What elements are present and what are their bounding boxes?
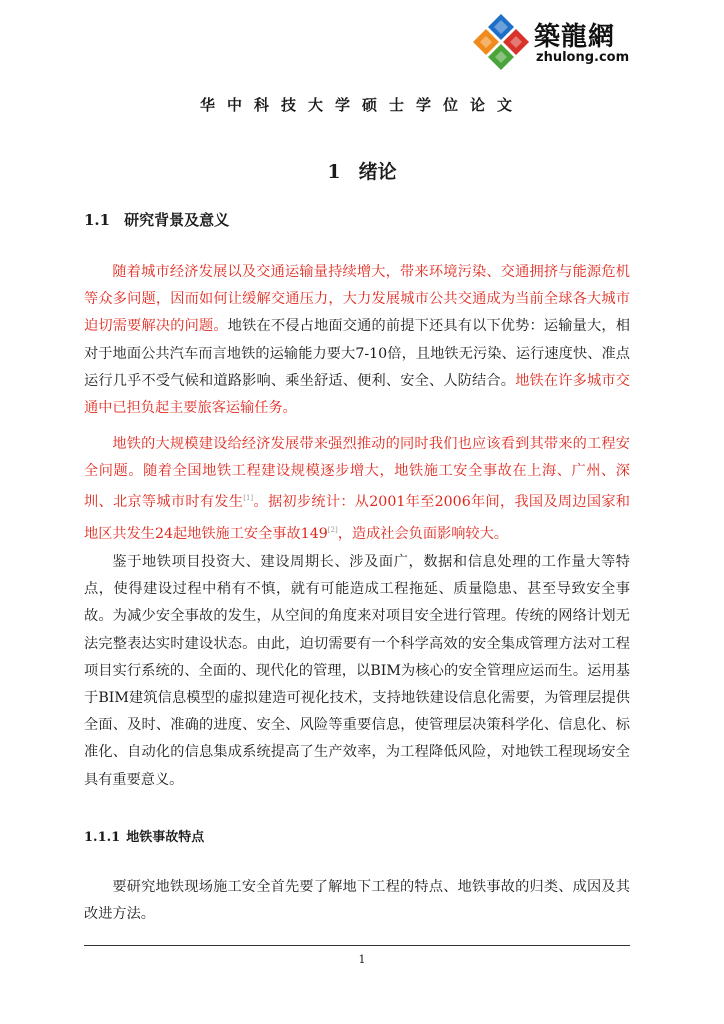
chapter-title: 绪论 — [358, 161, 397, 183]
subsection-heading — [84, 826, 204, 845]
chapter-heading — [0, 157, 724, 184]
paragraph-1-red-text: 随着城市经济发展以及交通运输量持续增大，带来环境污染、交通拥挤与能源危机等众多问题，因而如何让缓解交通压力，大力发展城市公共交通成为当前全球各大城市迫切需要解决的问题。 — [84, 264, 630, 335]
paragraph-4 — [84, 874, 630, 928]
citation-1[interactable]: [1] — [243, 494, 254, 503]
logo-chinese-name: 築龍網 — [534, 22, 616, 52]
paragraph-2 — [84, 431, 630, 548]
subsection-title: 地铁事故特点 — [126, 830, 205, 845]
footer-rule — [84, 945, 630, 946]
zhulong-logo — [470, 12, 640, 72]
subsection-number: 1.1.1 — [84, 830, 121, 845]
paragraph-3 — [84, 549, 630, 794]
paragraph-2-part-3: ，造成社会负面影响较大。 — [337, 525, 508, 542]
chapter-number: 1 — [327, 161, 341, 183]
paragraph-4-text: 要研究地铁现场施工安全首先要了解地下工程的特点、地铁事故的归类、成因及其改进方法。 — [84, 879, 630, 923]
section-heading — [84, 209, 229, 230]
page-number: 1 — [358, 953, 366, 966]
zhulong-logo-icon — [470, 12, 532, 70]
paragraph-2-part-1: 地铁的大规模建设给经济发展带来强烈推动的同时我们也应该看到其带来的工程安全问题。随着全国地铁工程建设规模逐步增大，地铁施工安全事故在上海、广州、深圳、北京等城市时有发生 — [84, 436, 630, 511]
paragraph-1-red-tail: 地铁在许多城市交通中已担负起主要旅客运输任务。 — [84, 372, 630, 417]
thesis-header: 华中科技大学硕士学位论文 — [199, 96, 524, 114]
citation-2[interactable]: [2] — [327, 525, 338, 534]
paragraph-1 — [84, 259, 630, 422]
logo-domain: zhulong.com — [536, 50, 630, 65]
section-title: 研究背景及意义 — [124, 211, 230, 229]
section-number: 1.1 — [84, 211, 111, 229]
paragraph-2-part-2: 。据初步统计：从2001年至2006年间，我国及周边国家和地区共发生24起地铁施工安全事故149 — [84, 494, 630, 542]
paragraph-3-text: 鉴于地铁项目投资大、建设周期长、涉及面广，数据和信息处理的工作量大等特点，使得建设过程中稍有不慎，就有可能造成工程拖延、质量隐患、甚至导致安全事故。为减少安全事故的发生，从空间的角度来对项目安全进行管理。传统的网络计划无法完整表达实时建设状态。由此，迫切需要有一个科学高效的安全集成管理方法对工程项目实行系统的、全面的、现代化的管理，以BIM为核心的安全管理应运而生。运用基于BIM建筑信息模型的虚拟建造可视化技术，支持地铁建设信息化需要，为管理层提供全面、及时、准确的进度、安全、风险等重要信息，使管理层决策科学化、信息化、标准化、自动化的信息集成系统提高了生产效率，为工程降低风险，对地铁工程现场安全具有重要意义。 — [84, 554, 630, 788]
paragraph-1-text: 地铁在不侵占地面交通的前提下还具有以下优势：运输量大，相对于地面公共汽车而言地铁的运输能力要大7-10倍，且地铁无污染、运行速度快、准点运行几乎不受气候和道路影响、乘坐舒适、便利、安全、人防结合。 — [84, 318, 630, 389]
